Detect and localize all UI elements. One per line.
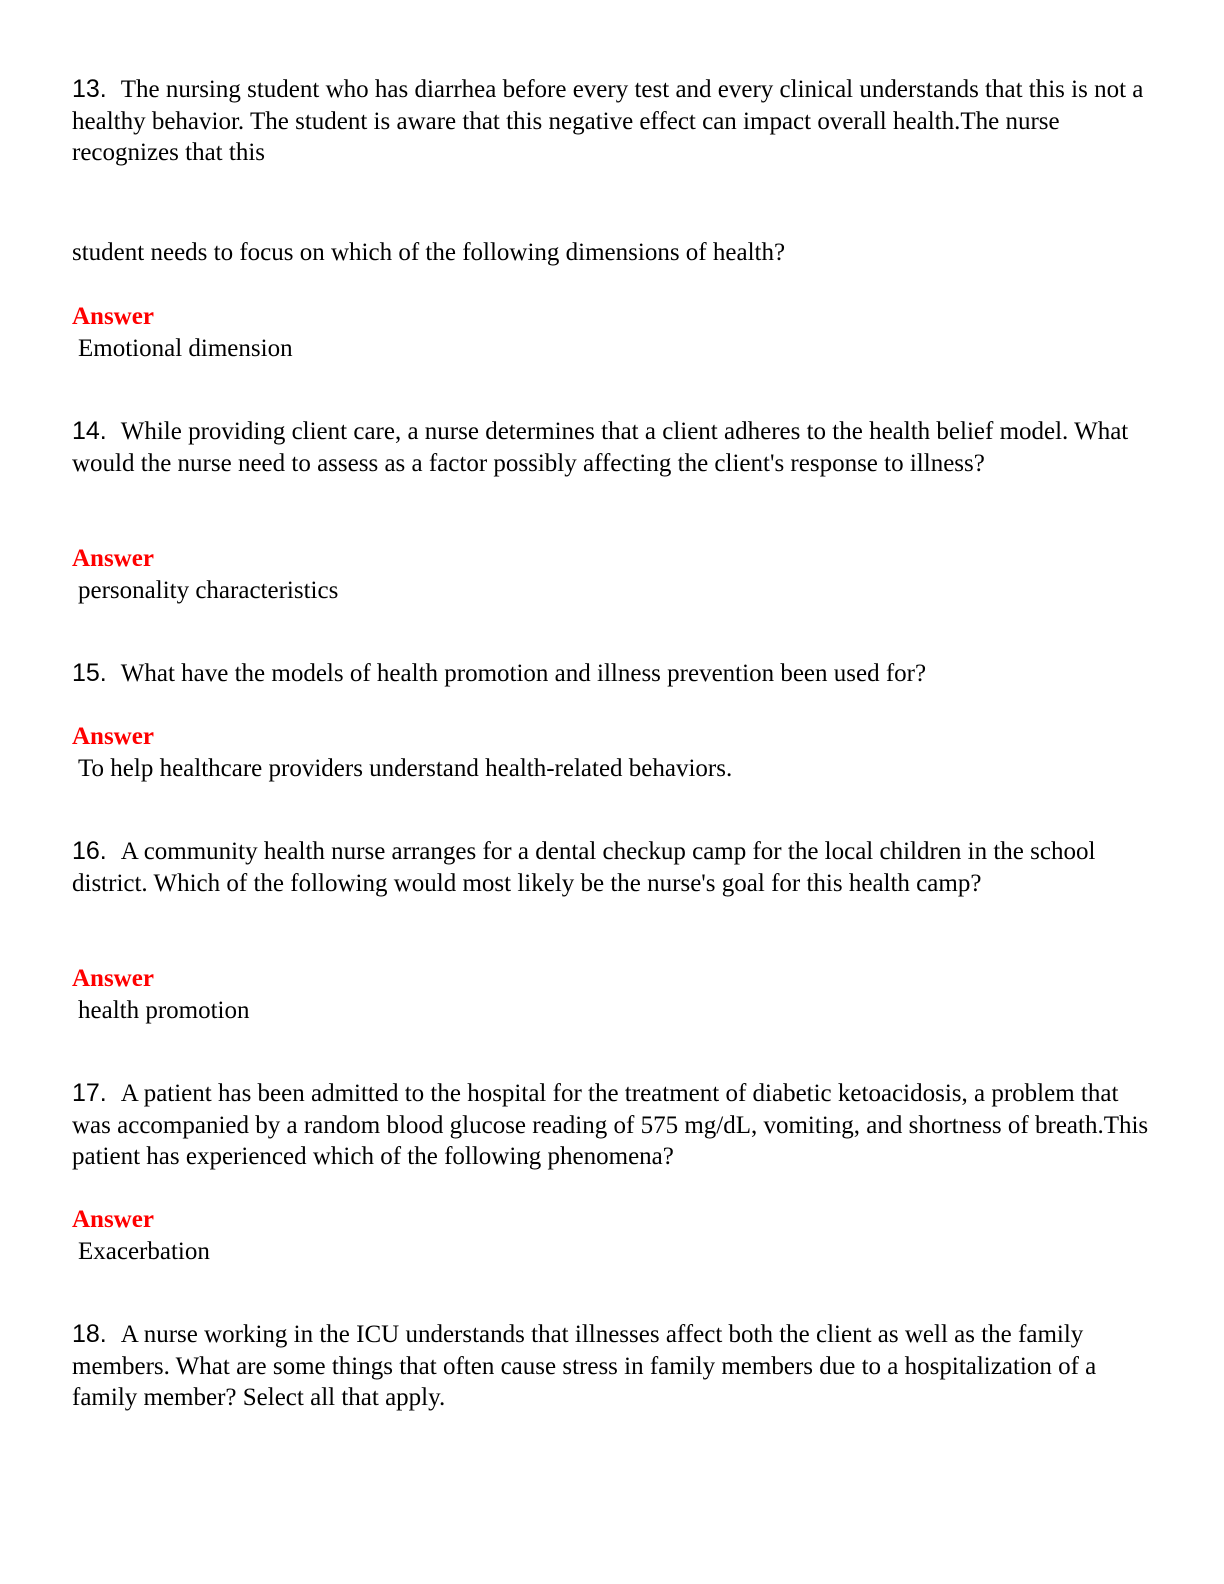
answer-label: Answer [72,1206,154,1233]
answer-text: Exacerbation [78,1238,210,1265]
answer-14 [72,543,1152,607]
question-number: 18. [72,1320,107,1348]
answer-17 [72,1204,1152,1268]
answer-label: Answer [72,965,154,992]
question-16 [72,836,1152,899]
answer-16 [72,963,1152,1027]
answer-label: Answer [72,723,154,750]
answer-label: Answer [72,545,154,572]
question-number: 15. [72,659,107,687]
question-text-continuation: student needs to focus on which of the following dimensions of health? [72,239,786,266]
answer-label: Answer [72,303,154,330]
question-number: 17. [72,1079,107,1107]
question-17 [72,1078,1152,1173]
question-text: 15. What have the models of health promotion and illness prevention been used for? [72,659,927,687]
answer-text: To help healthcare providers understand health-related behaviors. [78,755,733,782]
answer-text: health promotion [78,997,250,1024]
answer-13 [72,301,1152,365]
question-13-continuation [72,237,1152,269]
question-15 [72,658,1152,690]
question-number: 16. [72,837,107,865]
answer-text: Emotional dimension [78,335,293,362]
question-number: 14. [72,417,107,445]
answer-15 [72,721,1152,785]
question-text: 16. A community health nurse arranges for a dental checkup camp for the local children in the school district. Which of the following would most likely be the nurse's goal for this health camp? [72,837,1096,897]
question-number: 13. [72,75,107,103]
question-14 [72,416,1152,479]
question-18 [72,1319,1152,1414]
question-text: 13. The nursing student who has diarrhea before every test and every clinical understands that this is not a healthy behavior. The student is aware that this negative effect can impact overall health.The nurse recognizes that this [72,75,1144,166]
question-13 [72,74,1152,169]
question-text: 18. A nurse working in the ICU understands that illnesses affect both the client as well as the family members. What are some things that often cause stress in family members due to a hospitalization of a family member? Select all that apply. [72,1320,1097,1411]
question-text: 14. While providing client care, a nurse determines that a client adheres to the health belief model. What would the nurse need to assess as a factor possibly affecting the client's response to illness? [72,417,1129,477]
answer-text: personality characteristics [78,577,339,604]
question-text: 17. A patient has been admitted to the hospital for the treatment of diabetic ketoacidosis, a problem that was accompanied by a random blood glucose reading of 575 mg/dL, vomiting, and shortness of breath.This patient has experienced which of the following phenomena? [72,1079,1149,1170]
